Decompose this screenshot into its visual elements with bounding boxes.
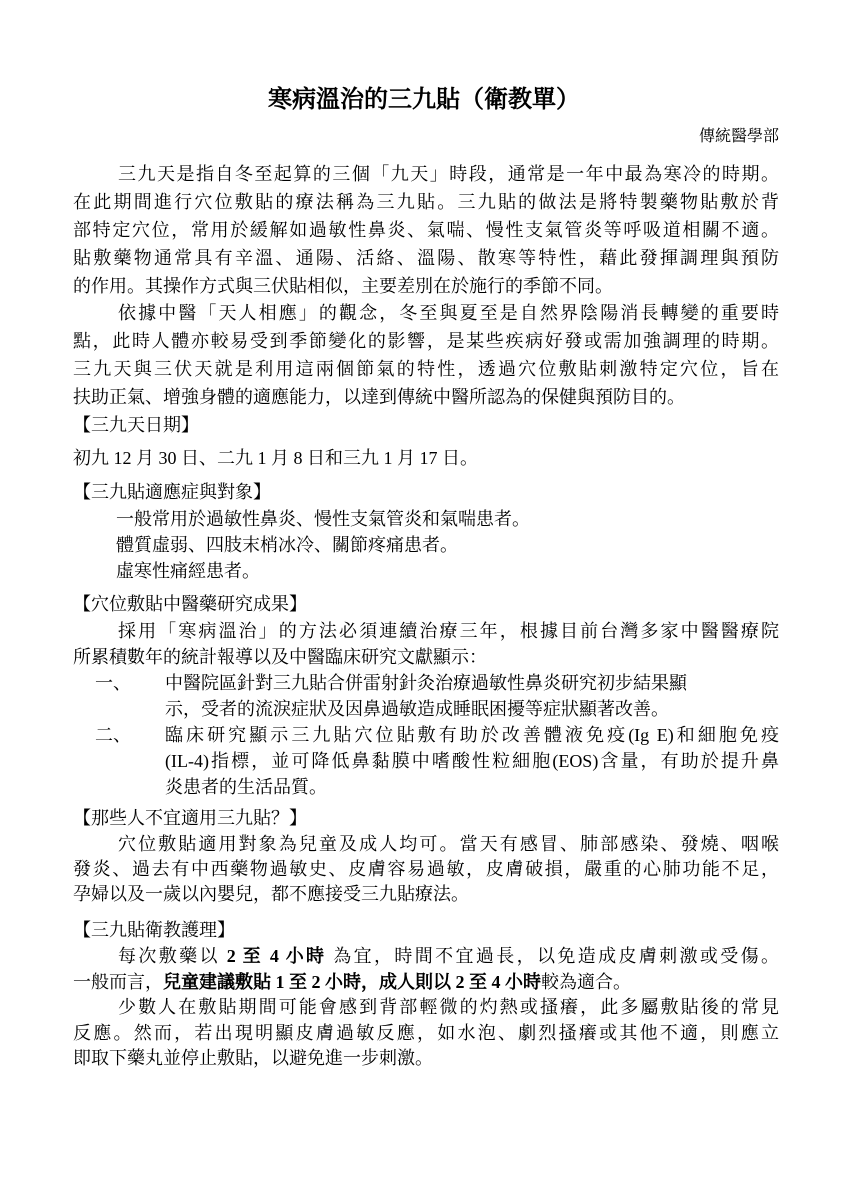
list-item: 虛寒性痛經患者。 (116, 561, 260, 581)
list-item: 體質虛弱、四肢末梢冰冷、關節疼痛患者。 (116, 535, 458, 555)
research-body (73, 618, 779, 800)
finding-marker: 一、 (95, 673, 131, 693)
section-heading-care: 【三九貼衛教護理】 (73, 920, 235, 940)
section-heading-research: 【穴位敷貼中醫藥研究成果】 (73, 594, 307, 614)
intro-paragraph-2 (73, 299, 779, 411)
finding-line: 炎患者的生活品質。 (165, 777, 327, 797)
paragraph-line (73, 944, 779, 970)
finding-item-2 (73, 722, 779, 800)
section-heading-indications: 【三九貼適應症與對象】 (73, 482, 271, 502)
paragraph-line: 少數人在敷貼期間可能會感到背部輕微的灼熱或搔癢，此多屬敷貼後的常見 (118, 997, 779, 1017)
text-segment: 為宜，時間不宜過長，以免造成皮膚刺激或受傷。 (326, 946, 780, 966)
text-segment: 較為適合。 (541, 971, 631, 992)
paragraph-line: 點，此時人體亦較易受到季節變化的影響，是某些疾病好發或需加強調理的時期。 (73, 331, 779, 351)
paragraph-line: 採用「寒病溫治」的方法必須連續治療三年，根據目前台灣多家中醫醫療院 (118, 621, 779, 641)
paragraph-line: 孕婦以及一歲以內嬰兒，都不應接受三九貼療法。 (73, 884, 469, 904)
finding-line: 示，受者的流淚症狀及因鼻過敏造成睡眠困擾等症狀顯著改善。 (165, 699, 669, 719)
paragraph-line: 部特定穴位，常用於緩解如過敏性鼻炎、氣喘、慢性支氣管炎等呼吸道相關不適。 (73, 220, 779, 240)
paragraph-line: 穴位敷貼適用對象為兒童及成人均可。當天有感冒、肺部感染、發燒、咽喉 (118, 834, 779, 854)
text-segment: 一般而言， (73, 971, 163, 992)
dates-text: 初九 12 月 30 日、二九 1 月 8 日和三九 1 月 17 日。 (73, 448, 478, 468)
text-segment: 每次敷藥以 (118, 946, 227, 966)
paragraph-line: 貼敷藥物通常具有辛溫、通陽、活絡、溫陽、散寒等特性，藉此發揮調理與預防 (73, 248, 779, 268)
paragraph-line: 三九天與三伏天就是利用這兩個節氣的特性，透過穴位敷貼刺激特定穴位，旨在 (73, 359, 779, 379)
paragraph-line: 依據中醫「天人相應」的觀念，冬至與夏至是自然界陰陽消長轉變的重要時 (118, 303, 779, 323)
finding-marker: 二、 (95, 725, 131, 745)
paragraph-line: 在此期間進行穴位敷貼的療法稱為三九貼。三九貼的做法是將特製藥物貼敷於背 (73, 192, 779, 212)
finding-line: 中醫院區針對三九貼合併雷射針灸治療過敏性鼻炎研究初步結果顯 (165, 673, 687, 693)
list-item: 一般常用於過敏性鼻炎、慢性支氣管炎和氣喘患者。 (116, 509, 530, 529)
finding-line: (IL-4)指標，並可降低鼻黏膜中嗜酸性粒細胞(EOS)含量，有助於提升鼻 (165, 751, 779, 771)
paragraph-line: 的作用。其操作方式與三伏貼相似，主要差別在於施行的季節不同。 (73, 276, 613, 296)
care-body (73, 944, 779, 1072)
paragraph-line: 反應。然而，若出現明顯皮膚過敏反應，如水泡、劇烈搔癢或其他不適，則應立 (73, 1022, 779, 1043)
document-title: 寒病溫治的三九貼（衛教單） (268, 87, 580, 113)
finding-item-1 (73, 670, 779, 722)
indications-list (73, 506, 779, 584)
finding-line: 臨床研究顯示三九貼穴位貼敷有助於改善體液免疫(Ig E)和細胞免疫 (165, 725, 779, 745)
intro-paragraph-1 (73, 160, 779, 300)
section-heading-dates: 【三九天日期】 (73, 415, 199, 435)
paragraph-line: 所累積數年的統計報導以及中醫臨床研究文獻顯示： (73, 647, 487, 667)
paragraph-line: 扶助正氣、增強身體的適應能力，以達到傳統中醫所認為的保健與預防目的。 (73, 387, 685, 407)
paragraph-line: 發炎、過去有中西藥物過敏史、皮膚容易過敏，皮膚破損，嚴重的心肺功能不足， (73, 859, 779, 879)
department-label: 傳統醫學部 (698, 128, 779, 145)
paragraph-line: 三九天是指自冬至起算的三個「九天」時段，通常是一年中最為寒冷的時期。 (118, 164, 779, 184)
contraindications-paragraph (73, 832, 779, 907)
emphasis-text: 2 至 4 小時 (226, 946, 327, 966)
paragraph-line (73, 970, 779, 996)
paragraph-line: 即取下藥丸並停止敷貼，以避免進一步刺激。 (73, 1048, 433, 1068)
section-heading-contraindications: 【那些人不宜適用三九貼？】 (73, 808, 307, 828)
emphasis-text: 兒童建議敷貼 1 至 2 小時，成人則以 2 至 4 小時 (163, 971, 541, 992)
